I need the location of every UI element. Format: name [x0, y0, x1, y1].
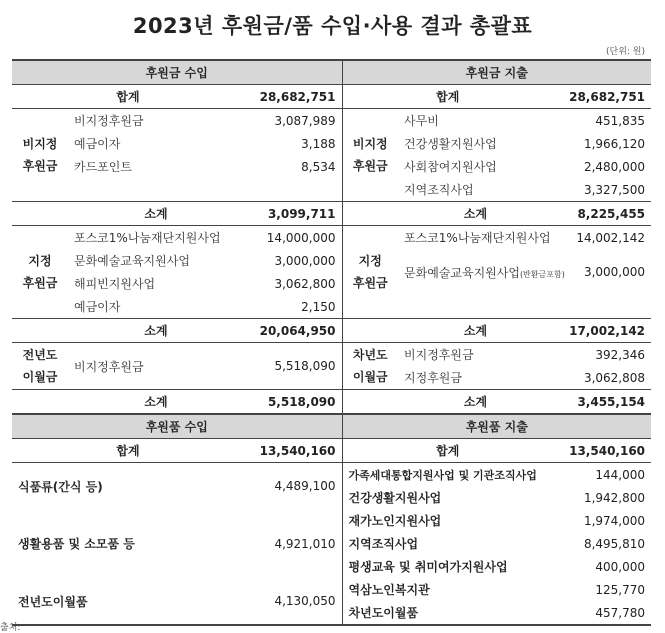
empty-cell [342, 202, 398, 226]
goods-expense-total-label: 합계 [342, 439, 553, 463]
goods-expense-item-name: 재가노인지원사업 [342, 509, 553, 532]
expense-item-amount: 14,002,142 [576, 230, 646, 245]
expense-item-amount: 3,327,500 [583, 182, 646, 197]
empty-cell [68, 178, 342, 202]
empty-cell [12, 202, 68, 226]
income-category-nondesignated: 비지정 후원금 [22, 137, 58, 173]
subtotal-row [12, 202, 651, 226]
table-row [12, 132, 651, 155]
income-item-name: 예금이자 [74, 300, 121, 314]
goods-expense-item-amount: 400,000 [595, 559, 646, 574]
goods-expense-item-amount: 8,495,810 [583, 536, 646, 551]
empty-cell [12, 319, 68, 343]
table-row [12, 509, 651, 532]
expense-item-amount: 392,346 [595, 347, 646, 362]
expense-total-label: 합계 [342, 85, 553, 109]
goods-income-item-name: 생활용품 및 소모품 등 [18, 537, 135, 551]
table-row [12, 226, 651, 250]
summary-table [12, 59, 651, 626]
table-row [12, 578, 651, 601]
income-subtotal-value: 20,064,950 [259, 323, 336, 338]
expense-subtotal-label: 소계 [463, 324, 488, 338]
income-item-amount: 2,150 [301, 299, 336, 314]
goods-income-header: 후원품 수입 [12, 414, 342, 439]
table-row [12, 343, 651, 367]
goods-income-item-amount: 4,489,100 [274, 479, 336, 493]
expense-item-amount: 451,835 [595, 113, 646, 128]
table-row [12, 463, 651, 487]
empty-cell [342, 390, 398, 415]
income-item-name: 카드포인트 [74, 160, 132, 174]
goods-total-row [12, 439, 651, 463]
expense-item-name: 포스코1%나눔재단지원사업 [404, 231, 551, 245]
goods-expense-item-amount: 1,974,000 [583, 513, 646, 528]
expense-total-value: 28,682,751 [569, 89, 646, 104]
expense-item-name: 사무비 [404, 114, 439, 128]
goods-income-item-amount: 4,130,050 [244, 578, 342, 625]
table-row [12, 109, 651, 133]
expense-subtotal-value: 3,455,154 [577, 394, 646, 409]
goods-expense-item-name: 역삼노인복지관 [342, 578, 553, 601]
goods-income-total-label: 합계 [116, 444, 140, 458]
expense-item-amount: 3,062,808 [583, 370, 646, 385]
income-item-amount: 8,534 [301, 159, 336, 174]
income-item-amount: 3,062,800 [274, 276, 336, 291]
income-item-name: 예금이자 [74, 137, 121, 151]
income-subtotal-label: 소계 [144, 207, 168, 221]
empty-cell [342, 319, 398, 343]
table-row [12, 249, 651, 272]
goods-income-item-amount: 4,921,010 [274, 536, 336, 551]
income-category-designated: 지정 후원금 [22, 254, 58, 290]
expense-category-designated: 지정 후원금 [342, 226, 398, 319]
expense-subtotal-label: 소계 [463, 395, 488, 409]
goods-expense-item-amount: 144,000 [595, 467, 646, 482]
goods-expense-total-value: 13,540,160 [569, 443, 646, 458]
expense-item-name: 사회참여지원사업 [404, 160, 497, 174]
expense-item-name: 문화예술교육지원사업(반환금포함) [404, 265, 565, 280]
goods-expense-item-amount: 457,780 [553, 601, 651, 625]
unit-note: (단위: 원) [606, 47, 645, 57]
expense-item-amount: 3,000,000 [583, 265, 646, 279]
goods-expense-item-name: 건강생활지원사업 [342, 486, 553, 509]
expense-subtotal-value: 17,002,142 [569, 323, 646, 338]
income-subtotal-value: 5,518,090 [267, 394, 336, 409]
income-item-name: 비지정후원금 [74, 359, 144, 374]
expense-subtotal-value: 8,225,455 [577, 206, 646, 221]
money-total-row [12, 85, 651, 109]
income-item-amount: 3,087,989 [274, 113, 336, 128]
subtotal-row [12, 390, 651, 415]
expense-header: 후원금 지출 [342, 60, 651, 85]
table-row [12, 178, 651, 202]
income-total-label: 합계 [116, 90, 140, 104]
expense-category-nondesignated: 비지정 후원금 [342, 109, 398, 202]
income-total-value: 28,682,751 [259, 89, 336, 104]
goods-expense-item-name: 지역조직사업 [342, 532, 553, 555]
income-subtotal-label: 소계 [144, 395, 168, 409]
goods-income-item-name: 식품류(간식 등) [18, 479, 103, 494]
table-row [12, 155, 651, 178]
goods-header-row [12, 414, 651, 439]
goods-expense-item-name: 차년도이월품 [342, 601, 553, 625]
goods-expense-header: 후원품 지출 [342, 414, 651, 439]
income-item-name: 문화예술교육지원사업 [74, 254, 190, 268]
subtotal-row [12, 319, 651, 343]
income-item-name: 비지정후원금 [74, 114, 144, 128]
income-subtotal-label: 소계 [144, 324, 168, 338]
income-item-name: 해피빈지원사업 [74, 277, 156, 291]
empty-cell [398, 295, 651, 319]
goods-expense-item-amount: 1,942,800 [583, 490, 646, 505]
expense-subtotal-label: 소계 [463, 207, 488, 221]
expense-item-name: 비지정후원금 [404, 348, 474, 362]
page-title: 2023년 후원금/품 수입·사용 결과 총괄표 [132, 14, 533, 38]
income-item-amount: 14,000,000 [266, 230, 336, 245]
income-subtotal-value: 3,099,711 [267, 206, 336, 221]
expense-item-name: 지정후원금 [404, 371, 462, 385]
income-item-amount: 5,518,090 [274, 359, 336, 373]
expense-item-amount: 1,966,120 [583, 136, 646, 151]
goods-expense-item-name: 평생교육 및 취미여가지원사업 [342, 555, 553, 578]
footnote: 출처: [0, 623, 21, 633]
goods-income-item-name: 전년도이월품 [12, 578, 244, 625]
money-header-row [12, 60, 651, 85]
expense-category-carryover: 차년도 이월금 [342, 343, 398, 390]
income-item-name: 포스코1%나눔재단지원사업 [74, 231, 221, 245]
table-row [12, 295, 651, 319]
expense-item-name: 건강생활지원사업 [404, 137, 497, 151]
income-item-amount: 3,000,000 [274, 253, 336, 268]
goods-expense-item-amount: 125,770 [595, 582, 646, 597]
income-category-carryover: 전년도 이월금 [22, 348, 58, 384]
income-header: 후원금 수입 [12, 60, 342, 85]
empty-cell [12, 390, 68, 415]
refund-note: (반환금포함) [519, 269, 565, 279]
goods-income-total-value: 13,540,160 [259, 443, 336, 458]
expense-item-amount: 2,480,000 [583, 159, 646, 174]
income-item-amount: 3,188 [301, 136, 336, 151]
expense-item-name: 지역조직사업 [404, 183, 474, 197]
goods-expense-item-name: 가족세대통합지원사업 및 기관조직사업 [342, 463, 553, 487]
